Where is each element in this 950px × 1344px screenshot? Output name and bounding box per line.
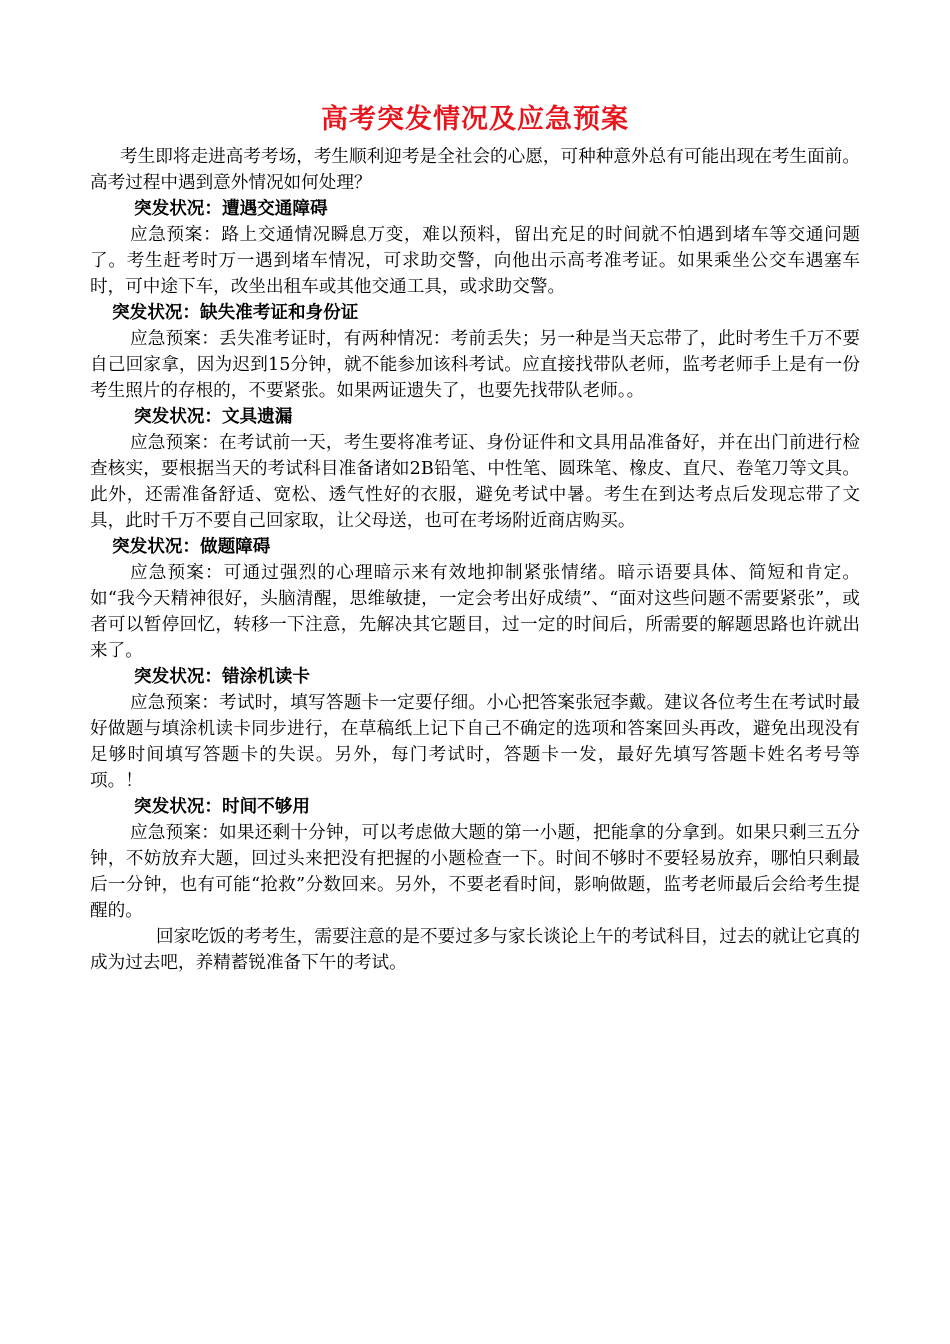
document-page: [90, 100, 860, 976]
section-plan: 应急预案：路上交通情况瞬息万变，难以预料，留出充足的时间就不怕遇到堵车等交通问题了。考生赶考时万一遇到堵车情况，可求助交警，向他出示高考准考证。如果乘坐公交车遇塞车时，可中途下车，改坐出租车或其他交通工具，或求助交警。: [90, 225, 860, 297]
section-plan: 应急预案：丢失准考证时，有两种情况：考前丢失；另一种是当天忘带了，此时考生千万不要自己回家拿，因为迟到15分钟，就不能参加该科考试。应直接找带队老师，监考老师手上是有一份考生照片的存根的，不要紧张。如果两证遗失了，也要先找带队老师。。: [90, 329, 860, 401]
section-missing-documents: [90, 300, 860, 404]
section-plan: 应急预案：如果还剩十分钟，可以考虑做大题的第一小题，把能拿的分拿到。如果只剩三五分钟，不妨放弃大题，回过头来把没有把握的小题检查一下。时间不够时不要轻易放弃，哪怕只剩最后一分钟，也有可能“抢救”分数回来。另外，不要老看时间，影响做题，监考老师最后会给考生提醒的。: [90, 823, 860, 921]
section-problem-solving: [90, 534, 860, 664]
intro-paragraph: 考生即将走进高考考场，考生顺利迎考是全社会的心愿，可种种意外总有可能出现在考生面前。高考过程中遇到意外情况如何处理？: [90, 147, 860, 193]
closing-paragraph: 回家吃饭的考考生，需要注意的是不要过多与家长谈论上午的考试科目，过去的就让它真的成为过去吧，养精蓄锐准备下午的考试。: [90, 927, 860, 973]
section-heading: 突发状况：缺失准考证和身份证: [112, 302, 359, 323]
section-plan: 应急预案：可通过强烈的心理暗示来有效地抑制紧张情绪。暗示语要具体、简短和肯定。如“我今天精神很好，头脑清醒，思维敏捷，一定会考出好成绩”、“面对这些问题不需要紧张”，或者可以暂停回忆，转移一下注意，先解决其它题目，过一定的时间后，所需要的解题思路也许就出来了。: [90, 563, 860, 661]
section-heading: 突发状况：做题障碍: [112, 536, 271, 557]
section-heading: 突发状况：时间不够用: [134, 796, 310, 817]
section-heading: 突发状况：遭遇交通障碍: [134, 198, 328, 219]
section-stationery: [90, 404, 860, 534]
section-traffic: [90, 196, 860, 300]
section-time-shortage: [90, 794, 860, 924]
section-heading: 突发状况：错涂机读卡: [134, 666, 310, 687]
document-title: 高考突发情况及应急预案: [321, 104, 629, 135]
section-heading: 突发状况：文具遗漏: [134, 406, 293, 427]
section-answer-card: [90, 664, 860, 794]
section-plan: 应急预案：在考试前一天，考生要将准考证、身份证件和文具用品准备好，并在出门前进行检查核实，要根据当天的考试科目准备诸如2B铅笔、中性笔、圆珠笔、橡皮、直尺、卷笔刀等文具。此外，还需准备舒适、宽松、透气性好的衣服，避免考试中暑。考生在到达考点后发现忘带了文具，此时千万不要自己回家取，让父母送，也可在考场附近商店购买。: [90, 433, 860, 531]
section-plan: 应急预案：考试时，填写答题卡一定要仔细。小心把答案张冠李戴。建议各位考生在考试时最好做题与填涂机读卡同步进行，在草稿纸上记下自己不确定的选项和答案回头再改，避免出现没有足够时间填写答题卡的失误。另外，每门考试时，答题卡一发，最好先填写答题卡姓名考号等项。！: [90, 693, 860, 791]
